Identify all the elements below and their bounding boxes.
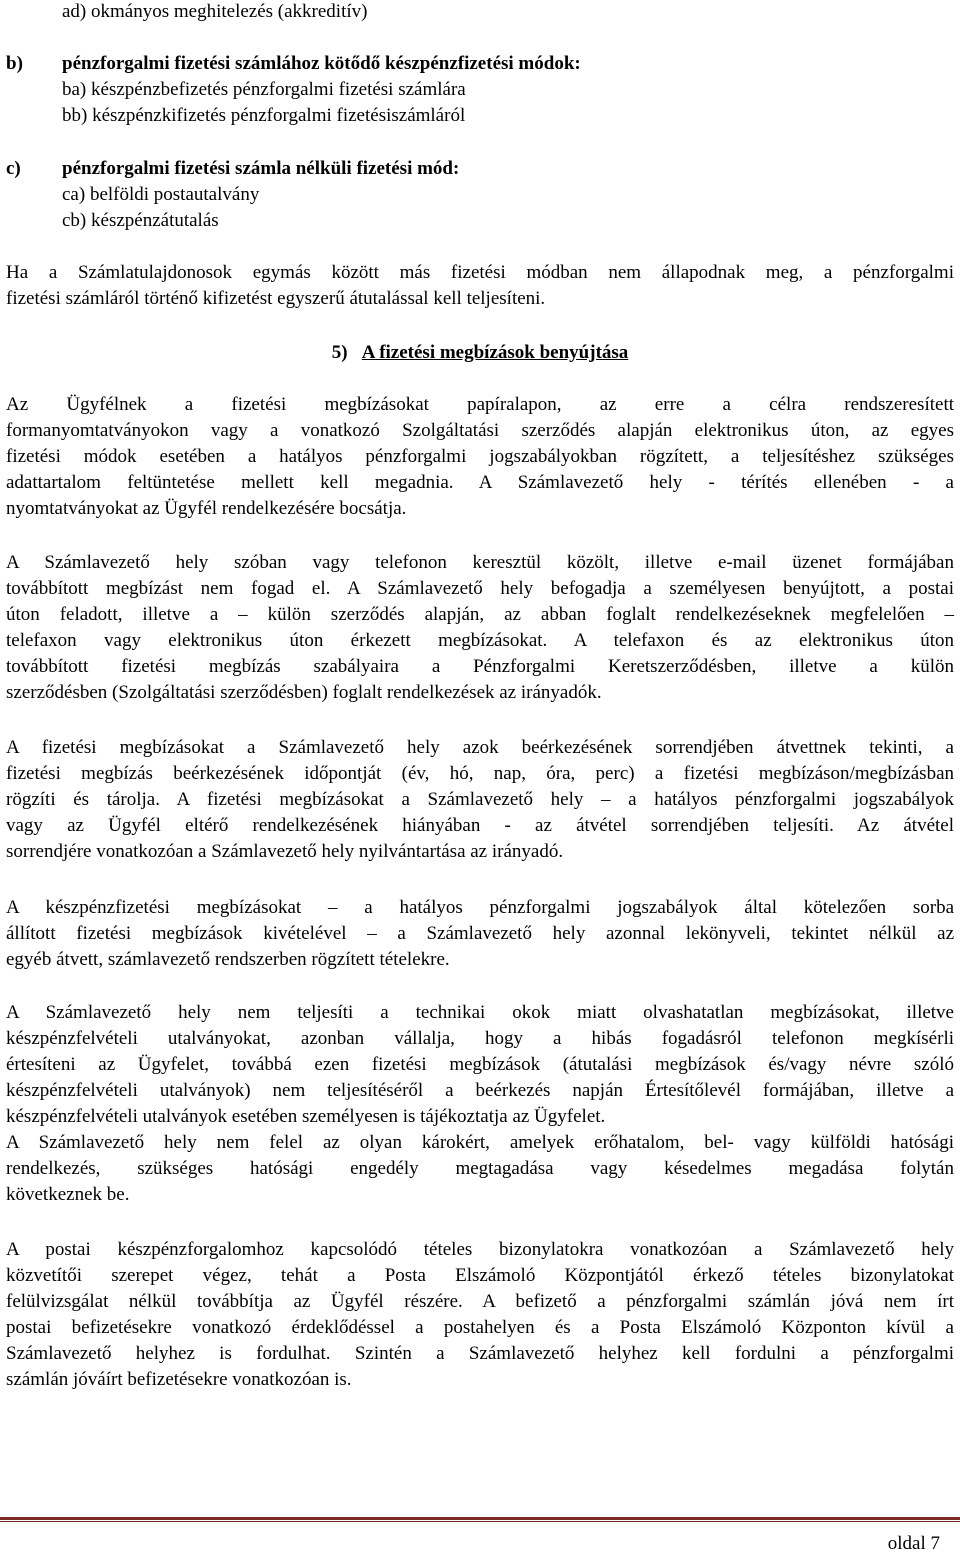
list-item-ad: ad) okmányos meghitelezés (akkreditív) <box>62 1 368 22</box>
intro-line-1: Ha a Számlatulajdonosok egymás között más fizetési módban nem állapodnak meg, a pénzforgalmi <box>6 262 954 283</box>
list-marker-b: b) <box>6 53 23 74</box>
paragraph-5-line: következnek be. <box>6 1184 130 1205</box>
list-item-ba: ba) készpénzbefizetés pénzforgalmi fizetési számlára <box>62 79 466 100</box>
paragraph-1-line: Az Ügyfélnek a fizetési megbízásokat papíralapon, az erre a célra rendszeresített <box>6 394 954 415</box>
list-item-bb: bb) készpénzkifizetés pénzforgalmi fizetésiszámláról <box>62 105 466 126</box>
paragraph-6-line: közvetítői szerepet végez, tehát a Posta Elszámoló Központjától érkező tételes bizonylatokat <box>6 1265 954 1286</box>
list-title-b: pénzforgalmi fizetési számlához kötődő készpénzfizetési módok: <box>62 53 581 74</box>
paragraph-6-line: Számlavezető helyhez is fordulhat. Szintén a Számlavezető helyhez kell fordulni a pénzforgalmi <box>6 1343 954 1364</box>
page-number: oldal 7 <box>887 1533 940 1554</box>
paragraph-3-line: A fizetési megbízásokat a Számlavezető hely azok beérkezésének sorrendjében átvettnek tekinti, a <box>6 737 954 758</box>
paragraph-2-line: továbbított fizetési megbízás szabályaira a Pénzforgalmi Keretszerződésben, illetve a külön <box>6 656 954 677</box>
paragraph-5-line: készpénzfelvételi utalványok esetében személyesen is tájékoztatja az Ügyfelet. <box>6 1106 606 1127</box>
paragraph-4-line: egyéb átvett, számlavezető rendszerben rögzített tételekre. <box>6 949 450 970</box>
list-title-c: pénzforgalmi fizetési számla nélküli fizetési mód: <box>62 158 460 179</box>
paragraph-3-line: vagy az Ügyfél eltérő rendelkezésének hiányában - az átvétel sorrendjében teljesíti. Az átvétel <box>6 815 954 836</box>
paragraph-5-line: A Számlavezető hely nem teljesíti a technikai okok miatt olvashatatlan megbízásokat, illetve <box>6 1002 954 1023</box>
paragraph-6-line: felülvizsgálat nélkül továbbítja az Ügyfél részére. A befizető a pénzforgalmi számlán jóvá nem írt <box>6 1291 954 1312</box>
paragraph-6-line: A postai készpénzforgalomhoz kapcsolódó tételes bizonylatokra vonatkozóan a Számlavezető hely <box>6 1239 954 1260</box>
paragraph-2-line: szerződésben (Szolgáltatási szerződésben) foglalt rendelkezések az irányadók. <box>6 682 602 703</box>
paragraph-3-line: fizetési megbízás beérkezésének időpontját (év, hó, nap, óra, perc) a fizetési megbízáson/megbízásban <box>6 763 954 784</box>
intro-line-2: fizetési számláról történő kifizetést egyszerű átutalással kell teljesíteni. <box>6 288 546 309</box>
paragraph-5-line: készpénzfelvételi utalványok) nem teljesítéséről a beérkezés napján Értesítőlevél formájában, illetve a <box>6 1080 954 1101</box>
paragraph-3-line: rögzíti és tárolja. A fizetési megbízásokat a Számlavezető hely – a hatályos pénzforgalmi jogszabályok <box>6 789 954 810</box>
paragraph-5-line: A Számlavezető hely nem felel az olyan károkért, amelyek erőhatalom, bel- vagy külföldi hatósági <box>6 1132 954 1153</box>
list-item-cb: cb) készpénzátutalás <box>62 210 219 231</box>
paragraph-4-line: állított fizetési megbízások kivételével – a Számlavezető hely azonnal lekönyveli, tekintet nélkül az <box>6 923 954 944</box>
list-item-ca: ca) belföldi postautalvány <box>62 184 260 205</box>
section-title: A fizetési megbízások benyújtása <box>361 342 629 363</box>
section-number: 5) <box>331 342 348 363</box>
paragraph-1-line: adattartalom feltüntetése mellett kell megadnia. A Számlavezető hely - térítés ellenében - a <box>6 472 954 493</box>
paragraph-2-line: úton feladott, illetve a – külön szerződés alapján, az abban foglalt rendelkezéseknek megfelelően – <box>6 604 954 625</box>
paragraph-1-line: formanyomtatványokon vagy a vonatkozó Szolgáltatási szerződés alapján elektronikus úton, az egyes <box>6 420 954 441</box>
list-marker-c: c) <box>6 158 21 179</box>
paragraph-2-line: A Számlavezető hely szóban vagy telefonon keresztül közölt, illetve e-mail üzenet formájában <box>6 552 954 573</box>
paragraph-4-line: A készpénzfizetési megbízásokat – a hatályos pénzforgalmi jogszabályok által kötelezően sorba <box>6 897 954 918</box>
paragraph-6-line: postai befizetésekre vonatkozó érdeklődéssel a postahelyen és a Posta Elszámoló Központon kívül a <box>6 1317 954 1338</box>
paragraph-1-line: nyomtatványokat az Ügyfél rendelkezésére bocsátja. <box>6 498 407 519</box>
paragraph-6-line: számlán jóváírt befizetésekre vonatkozóan is. <box>6 1369 352 1390</box>
paragraph-2-line: telefaxon vagy elektronikus úton érkezett megbízásokat. A telefaxon és az elektronikus úton <box>6 630 954 651</box>
paragraph-2-line: továbbított megbízást nem fogad el. A Számlavezető hely befogadja a személyesen benyújtott, a postai <box>6 578 954 599</box>
paragraph-1-line: fizetési módok esetében a hatályos pénzforgalmi jogszabályokban rögzített, a teljesítéshez szükséges <box>6 446 954 467</box>
section-heading <box>6 340 954 366</box>
footer-rule <box>0 1517 960 1522</box>
paragraph-5-line: értesíteni az Ügyfelet, továbbá ezen fizetési megbízások (átutalási megbízások és/vagy névre szóló <box>6 1054 954 1075</box>
paragraph-5-line: készpénzfelvételi utalványokat, azonban vállalja, hogy a hibás fogadásról telefonon megkísérli <box>6 1028 954 1049</box>
paragraph-3-line: sorrendjére vonatkozóan a Számlavezető hely nyilvántartása az irányadó. <box>6 841 564 862</box>
paragraph-5-line: rendelkezés, szükséges hatósági engedély megtagadása vagy késedelmes megadása folytán <box>6 1158 954 1179</box>
